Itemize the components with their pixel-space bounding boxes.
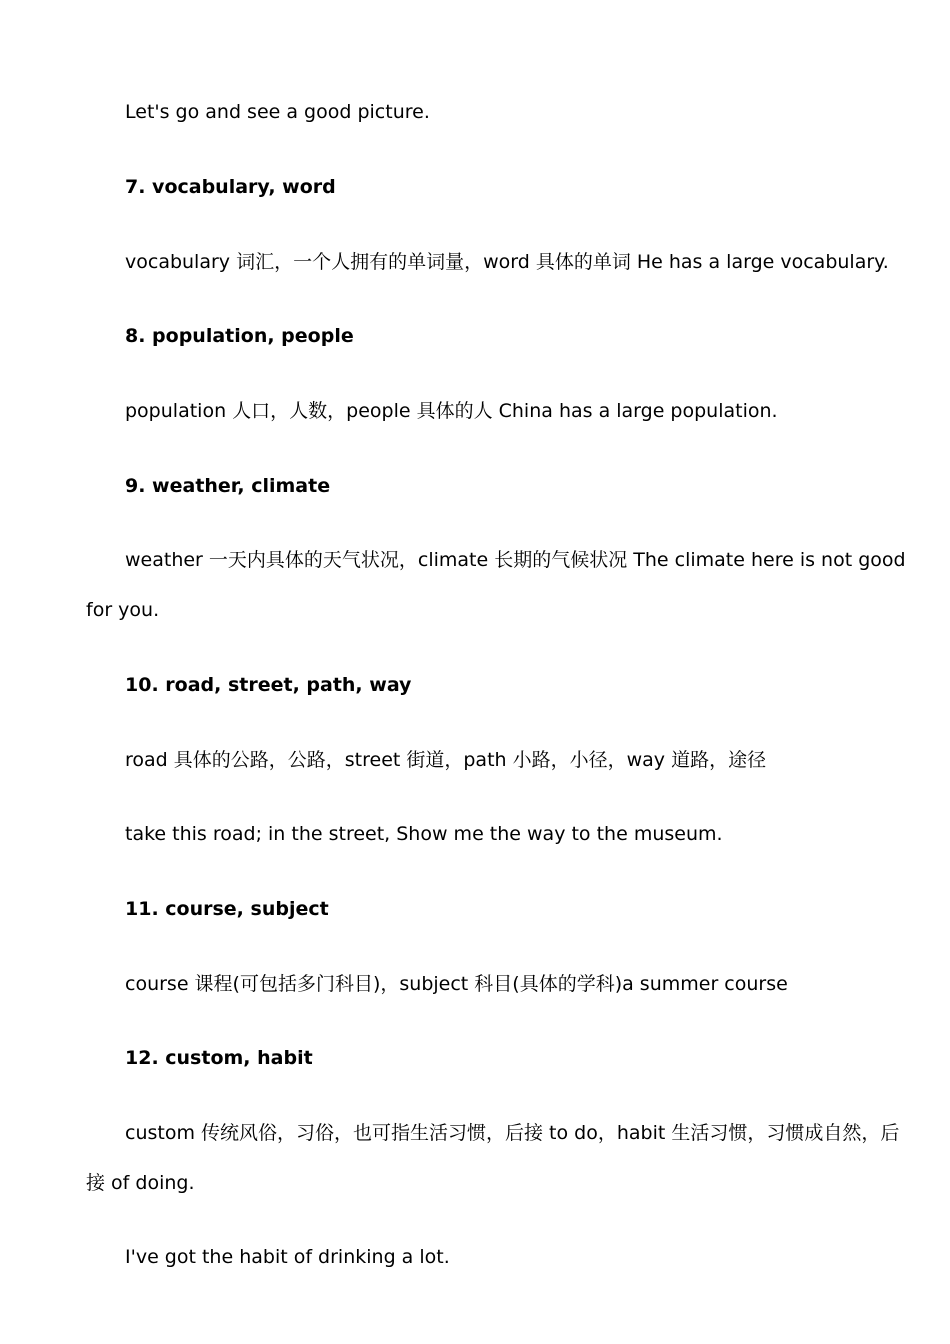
- example-habit-drinking: I've got the habit of drinking a lot.: [125, 1246, 450, 1268]
- example-sentence-picture: Let's go and see a good picture.: [125, 101, 430, 123]
- paragraph-custom-habit: custom 传统风俗，习俗，也可指生活习惯，后接 to do，habit 生活习惯，习惯成自然，后接 of doing.: [86, 1122, 900, 1194]
- heading-population-people: 8. population, people: [125, 325, 354, 347]
- heading-vocabulary-word: 7. vocabulary, word: [125, 176, 336, 198]
- example-road-street-way: take this road; in the street, Show me the way to the museum.: [125, 823, 723, 845]
- heading-course-subject: 11. course, subject: [125, 898, 329, 920]
- paragraph-course-subject: course 课程(可包括多门科目)，subject 科目(具体的学科)a summer course: [125, 973, 788, 995]
- paragraph-population-people: population 人口，人数，people 具体的人 China has a large population.: [125, 400, 778, 422]
- heading-road-street-path-way: 10. road, street, path, way: [125, 674, 412, 696]
- paragraph-weather-climate: weather 一天内具体的天气状况，climate 长期的气候状况 The climate here is not good for you.: [86, 549, 906, 621]
- heading-custom-habit: 12. custom, habit: [125, 1047, 313, 1069]
- paragraph-vocabulary-word: vocabulary 词汇，一个人拥有的单词量，word 具体的单词 He has a large vocabulary.: [125, 251, 889, 273]
- paragraph-road-street-path-way: road 具体的公路，公路，street 街道，path 小路，小径，way 道路，途径: [125, 749, 767, 771]
- heading-weather-climate: 9. weather, climate: [125, 475, 331, 497]
